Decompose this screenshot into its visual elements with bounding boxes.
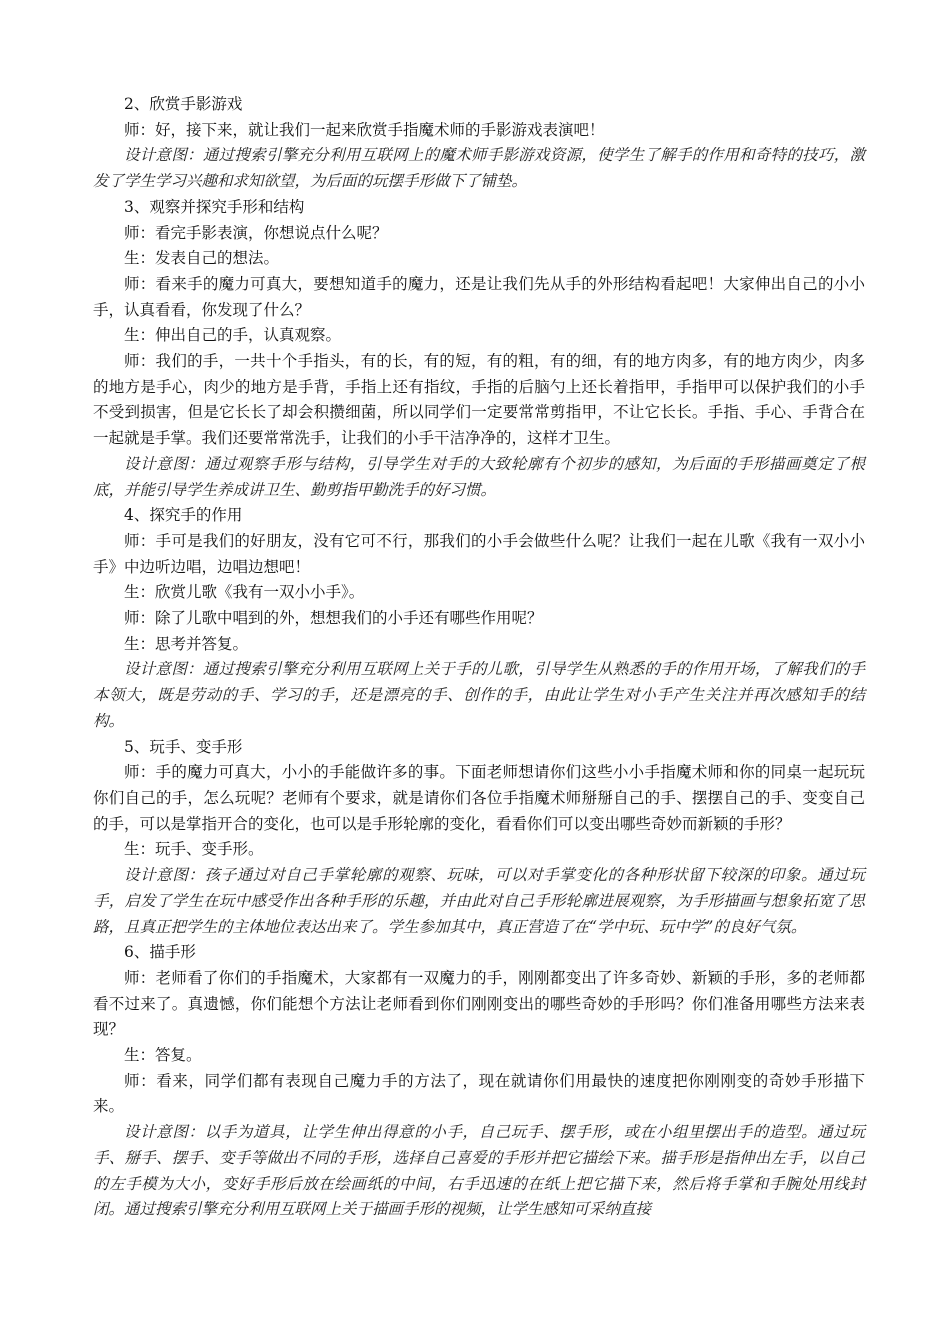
teacher-line: 师：好，接下来，就让我们一起来欣赏手指魔术师的手影游戏表演吧！ (124, 120, 605, 139)
section-heading: 4、探究手的作用 (124, 506, 243, 525)
student-line: 生：发表自己的想法。 (124, 249, 280, 268)
design-intent: 设计意图：孩子通过对自己手掌轮廓的观察、玩味，可以对手掌变化的各种形状留下较深的印象。通过玩手，启发了学生在玩中感受作出各种手形的乐趣，并由此对自己手形轮廓进展观察，为手形描画与想象拓宽了思路，且真正把学生的主体地位表达出来了。学生参加其中，真正营造了在“学中玩、玩中学”的良好气氛。 (93, 866, 865, 936)
student-line: 生：玩手、变手形。 (124, 840, 264, 859)
student-line: 生：答复。 (124, 1046, 202, 1065)
design-intent: 设计意图：通过搜索引擎充分利用互联网上关于手的儿歌，引导学生从熟悉的手的作用开场，了解我们的手本领大，既是劳动的手、学习的手，还是漂亮的手、创作的手，由此让学生对小手产生关注并再次感知手的结构。 (93, 660, 865, 730)
section-heading: 3、观察并探究手形和结构 (124, 197, 305, 216)
document-page (93, 92, 865, 1223)
section-heading: 6、描手形 (124, 943, 196, 962)
design-intent: 设计意图：以手为道具，让学生伸出得意的小手，自己玩手、摆手形，或在小组里摆出手的造型。通过玩手、掰手、摆手、变手等做出不同的手形，选择自己喜爱的手形并把它描绘下来。描手形是指伸出左手，以自己的左手模为大小，变好手形后放在绘画纸的中间，右手迅速的在纸上把它描下来，然后将手掌和手腕处用线封闭。通过搜索引擎充分利用互联网上关于描画手形的视频，让学生感知可采纳直接 (93, 1123, 865, 1219)
design-intent: 设计意图：通过搜索引擎充分利用互联网上的魔术师手影游戏资源，使学生了解手的作用和奇特的技巧，激发了学生学习兴趣和求知欲望，为后面的玩摆手形做下了铺垫。 (93, 146, 865, 191)
design-intent: 设计意图：通过观察手形与结构，引导学生对手的大致轮廓有个初步的感知，为后面的手形描画奠定了根底，并能引导学生养成讲卫生、勤剪指甲勤洗手的好习惯。 (93, 454, 865, 499)
student-line: 生：伸出自己的手，认真观察。 (124, 326, 342, 345)
teacher-line: 师：手可是我们的好朋友，没有它可不行，那我们的小手会做些什么呢？让我们一起在儿歌《我有一双小小手》中边听边唱，边唱边想吧！ (93, 531, 865, 576)
student-line: 生：思考并答复。 (124, 634, 249, 653)
section-heading: 5、玩手、变手形 (124, 737, 243, 756)
teacher-line: 师：手的魔力可真大，小小的手能做许多的事。下面老师想请你们这些小小手指魔术师和你的同桌一起玩玩你们自己的手，怎么玩呢？老师有个要求，就是请你们各位手指魔术师掰掰自己的手、摆摆自己的手、变变自己的手，可以是掌指开合的变化，也可以是手形轮廓的变化，看看你们可以变出哪些奇妙而新颖的手形？ (93, 763, 865, 833)
teacher-line: 师：看来手的魔力可真大，要想知道手的魔力，还是让我们先从手的外形结构看起吧！大家伸出自己的小小手，认真看看，你发现了什么？ (93, 274, 865, 319)
teacher-line: 师：我们的手，一共十个手指头，有的长，有的短，有的粗，有的细，有的地方肉多，有的地方肉少，肉多的地方是手心，肉少的地方是手背，手指上还有指纹，手指的后脑勺上还长着指甲，手指甲可以保护我们的小手不受到损害，但是它长长了却会积攒细菌，所以同学们一定要常常剪指甲，不让它长长。手指、手心、手背合在一起就是手掌。我们还要常常洗手，让我们的小手干洁净净的，这样才卫生。 (93, 352, 865, 448)
teacher-line: 师：看来，同学们都有表现自己魔力手的方法了，现在就请你们用最快的速度把你刚刚变的奇妙手形描下来。 (93, 1071, 865, 1116)
student-line: 生：欣赏儿歌《我有一双小小手》。 (124, 583, 365, 602)
teacher-line: 师：老师看了你们的手指魔术，大家都有一双魔力的手，刚刚都变出了许多奇妙、新颖的手形，多的老师都看不过来了。真遗憾，你们能想个方法让老师看到你们刚刚变出的哪些奇妙的手形吗？你们准备用哪些方法来表现？ (93, 968, 865, 1039)
teacher-line: 师：看完手影表演，你想说点什么呢？ (124, 223, 388, 242)
teacher-line: 师：除了儿歌中唱到的外，想想我们的小手还有哪些作用呢？ (124, 609, 543, 628)
section-heading: 2、欣赏手影游戏 (124, 95, 243, 113)
